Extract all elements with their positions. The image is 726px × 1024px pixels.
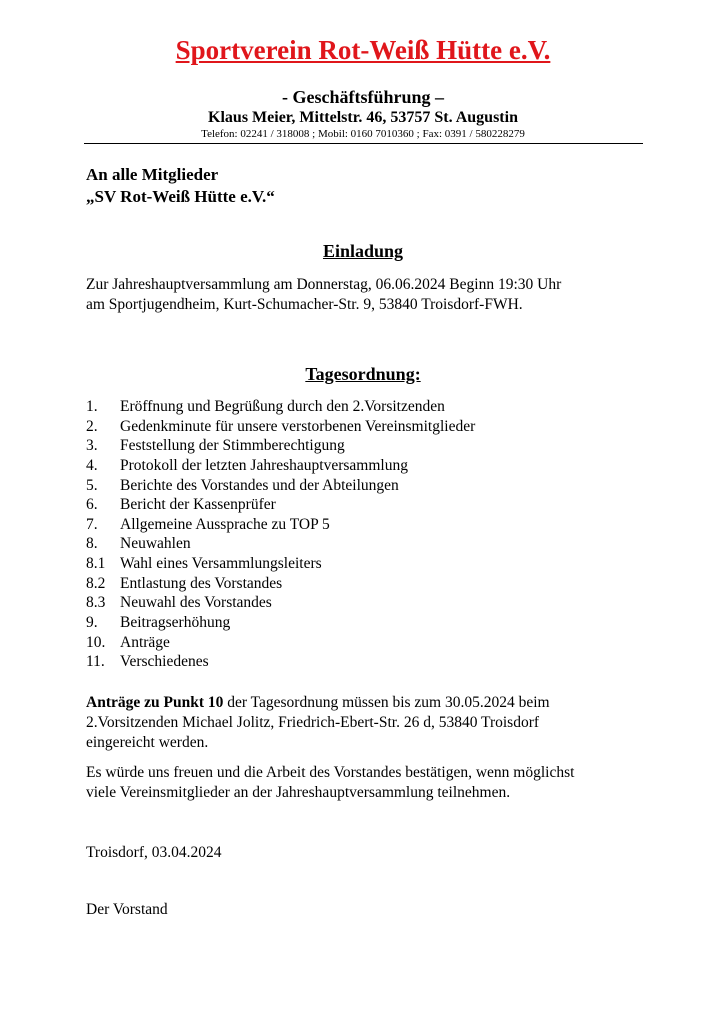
agenda-item xyxy=(86,633,475,653)
agenda-item-number: 8.3 xyxy=(86,594,106,612)
agenda-item xyxy=(86,593,475,613)
agenda-item-number: 8.1 xyxy=(86,555,106,573)
club-title: Sportverein Rot-Weiß Hütte e.V. xyxy=(175,35,551,65)
agenda-item-number: 3. xyxy=(86,437,98,455)
agenda-item-text: Feststellung der Stimmberechtigung xyxy=(120,437,345,455)
agenda-item-number: 9. xyxy=(86,614,98,632)
agenda-item-text: Bericht der Kassenprüfer xyxy=(120,496,276,514)
agenda-item-number: 5. xyxy=(86,476,98,494)
motions-line-1 xyxy=(86,693,646,713)
invitation-line-2: am Sportjugendheim, Kurt-Schumacher-Str. 9, 53840 Troisdorf-FWH. xyxy=(86,296,523,313)
agenda-item-text: Allgemeine Aussprache zu TOP 5 xyxy=(120,515,330,533)
agenda-item-number: 8.2 xyxy=(86,574,106,592)
agenda-item-text: Neuwahl des Vorstandes xyxy=(120,594,272,612)
motions-line-2: 2.Vorsitzenden Michael Jolitz, Friedrich-Ebert-Str. 26 d, 53840 Troisdorf xyxy=(86,714,540,731)
closing-paragraph xyxy=(86,763,646,803)
header-divider xyxy=(84,143,643,144)
agenda-item xyxy=(86,515,475,535)
agenda-item xyxy=(86,476,475,496)
closing-line-1: Es würde uns freuen und die Arbeit des Vorstandes bestätigen, wenn möglichst xyxy=(86,764,575,781)
motions-line-1-rest: der Tagesordnung müssen bis zum 30.05.2024 beim xyxy=(223,694,550,711)
agenda-item-text: Anträge xyxy=(120,633,170,651)
agenda-heading: Tagesordnung: xyxy=(305,364,421,384)
agenda-item-text: Verschiedenes xyxy=(120,653,209,671)
agenda-item-number: 2. xyxy=(86,417,98,435)
agenda-item-number: 1. xyxy=(86,398,98,415)
agenda-item xyxy=(86,613,475,633)
signature: Der Vorstand xyxy=(86,901,168,918)
agenda-item-text: Entlastung des Vorstandes xyxy=(120,574,283,592)
recipient-line-1: An alle Mitglieder xyxy=(86,165,219,184)
recipient-line-2: „SV Rot-Weiß Hütte e.V.“ xyxy=(86,187,275,206)
agenda-item-text: Berichte des Vorstandes und der Abteilungen xyxy=(120,476,399,494)
agenda-item xyxy=(86,574,475,594)
agenda-item-text: Gedenkminute für unsere verstorbenen Vereinsmitglieder xyxy=(120,417,476,435)
agenda-item xyxy=(86,397,475,417)
agenda-item xyxy=(86,456,475,476)
address-line: Klaus Meier, Mittelstr. 46, 53757 St. Augustin xyxy=(208,109,518,126)
agenda-item-text: Protokoll der letzten Jahreshauptversammlung xyxy=(120,456,408,474)
motions-bold-text: Anträge zu Punkt 10 xyxy=(86,694,224,711)
agenda-list xyxy=(86,397,475,672)
closing-line-2: viele Vereinsmitglieder an der Jahreshauptversammlung teilnehmen. xyxy=(86,784,511,801)
agenda-item-text: Wahl eines Versammlungsleiters xyxy=(120,555,322,573)
agenda-item xyxy=(86,554,475,574)
agenda-item-number: 7. xyxy=(86,515,98,533)
invitation-heading: Einladung xyxy=(322,241,404,261)
agenda-item-number: 11. xyxy=(86,653,105,671)
recipient-block xyxy=(86,164,275,208)
contact-line: Telefon: 02241 / 318008 ; Mobil: 0160 7010360 ; Fax: 0391 / 580228279 xyxy=(201,128,525,140)
agenda-item-text: Neuwahlen xyxy=(120,535,191,553)
department-line: - Geschäftsführung – xyxy=(281,87,444,107)
agenda-item-number: 4. xyxy=(86,456,98,474)
motions-line-3: eingereicht werden. xyxy=(86,734,209,751)
place-date: Troisdorf, 03.04.2024 xyxy=(86,844,222,861)
motions-paragraph xyxy=(86,693,646,753)
agenda-item-text: Eröffnung und Begrüßung durch den 2.Vorsitzenden xyxy=(120,398,445,415)
agenda-item xyxy=(86,495,475,515)
agenda-item-number: 8. xyxy=(86,535,98,553)
invitation-line-1: Zur Jahreshauptversammlung am Donnerstag, 06.06.2024 Beginn 19:30 Uhr xyxy=(86,276,562,293)
agenda-item-number: 6. xyxy=(86,496,98,514)
agenda-item xyxy=(86,417,475,437)
agenda-item xyxy=(86,534,475,554)
agenda-item xyxy=(86,652,475,672)
agenda-item xyxy=(86,436,475,456)
agenda-item-number: 10. xyxy=(86,633,106,651)
agenda-item-text: Beitragserhöhung xyxy=(120,614,231,632)
invitation-text xyxy=(86,275,646,315)
